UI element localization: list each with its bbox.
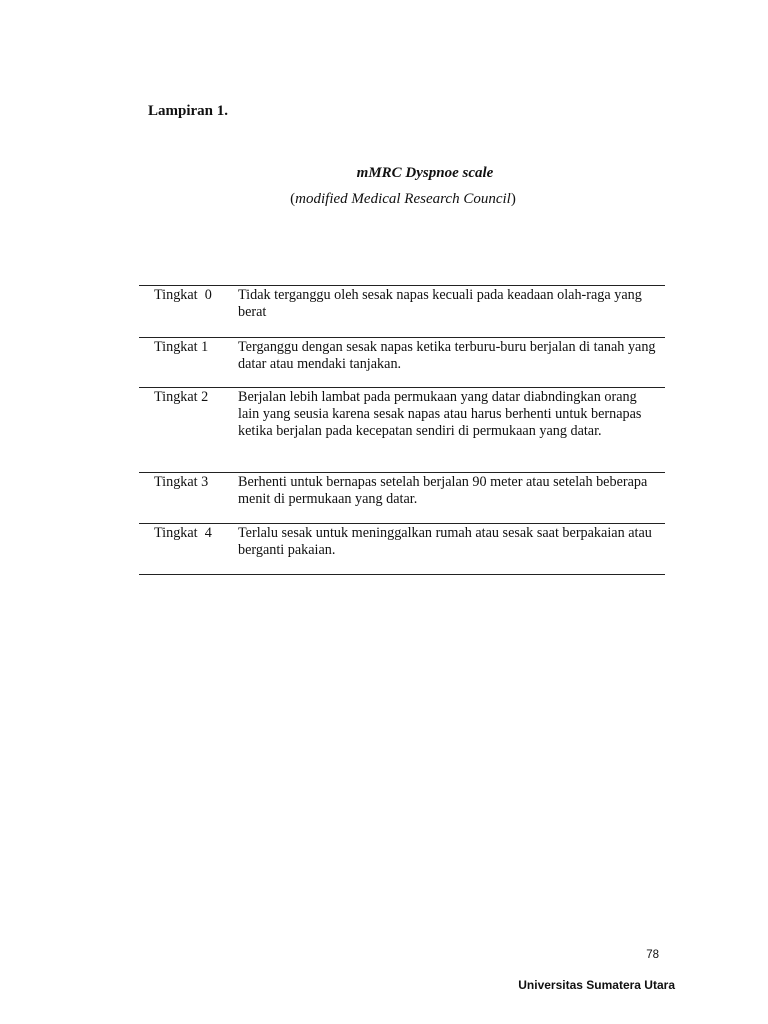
appendix-label: Lampiran 1. — [148, 103, 229, 119]
level-cell: Tingkat 4 — [154, 525, 212, 541]
level-cell: Tingkat 1 — [154, 339, 209, 355]
table-row — [139, 286, 665, 338]
table-row — [139, 388, 665, 473]
document-subtitle — [0, 191, 768, 208]
footer-university: Universitas Sumatera Utara — [518, 978, 675, 992]
description-cell: Berhenti untuk bernapas setelah berjalan 90 meter atau setelah beberapa menit di permukaan yang datar. — [238, 474, 648, 507]
description-cell: Berjalan lebih lambat pada permukaan yang datar diabndingkan orang lain yang seusia karena sesak napas atau harus berhenti untuk bernapas ketika berjalan pada kecepatan sendiri di permukaan yang datar. — [238, 389, 642, 439]
table-row — [139, 473, 665, 524]
description-cell: Terganggu dengan sesak napas ketika terburu-buru berjalan di tanah yang datar atau mendaki tanjakan. — [238, 339, 656, 372]
table-row — [139, 524, 665, 575]
dyspnoe-scale-table — [139, 285, 665, 575]
description-cell: Terlalu sesak untuk meninggalkan rumah atau sesak saat berpakaian atau berganti pakaian. — [238, 525, 652, 558]
subtitle-text: modified Medical Research Council — [295, 191, 511, 207]
level-cell: Tingkat 3 — [154, 474, 209, 490]
subtitle-close-paren: ) — [510, 191, 516, 207]
document-title: mMRC Dyspnoe scale — [356, 165, 494, 181]
level-cell: Tingkat 0 — [154, 287, 212, 303]
page-number: 78 — [646, 949, 659, 961]
subtitle-open-paren: ( — [290, 191, 296, 207]
level-cell: Tingkat 2 — [154, 389, 209, 405]
table-row — [139, 338, 665, 388]
description-cell: Tidak terganggu oleh sesak napas kecuali pada keadaan olah-raga yang berat — [238, 287, 642, 320]
